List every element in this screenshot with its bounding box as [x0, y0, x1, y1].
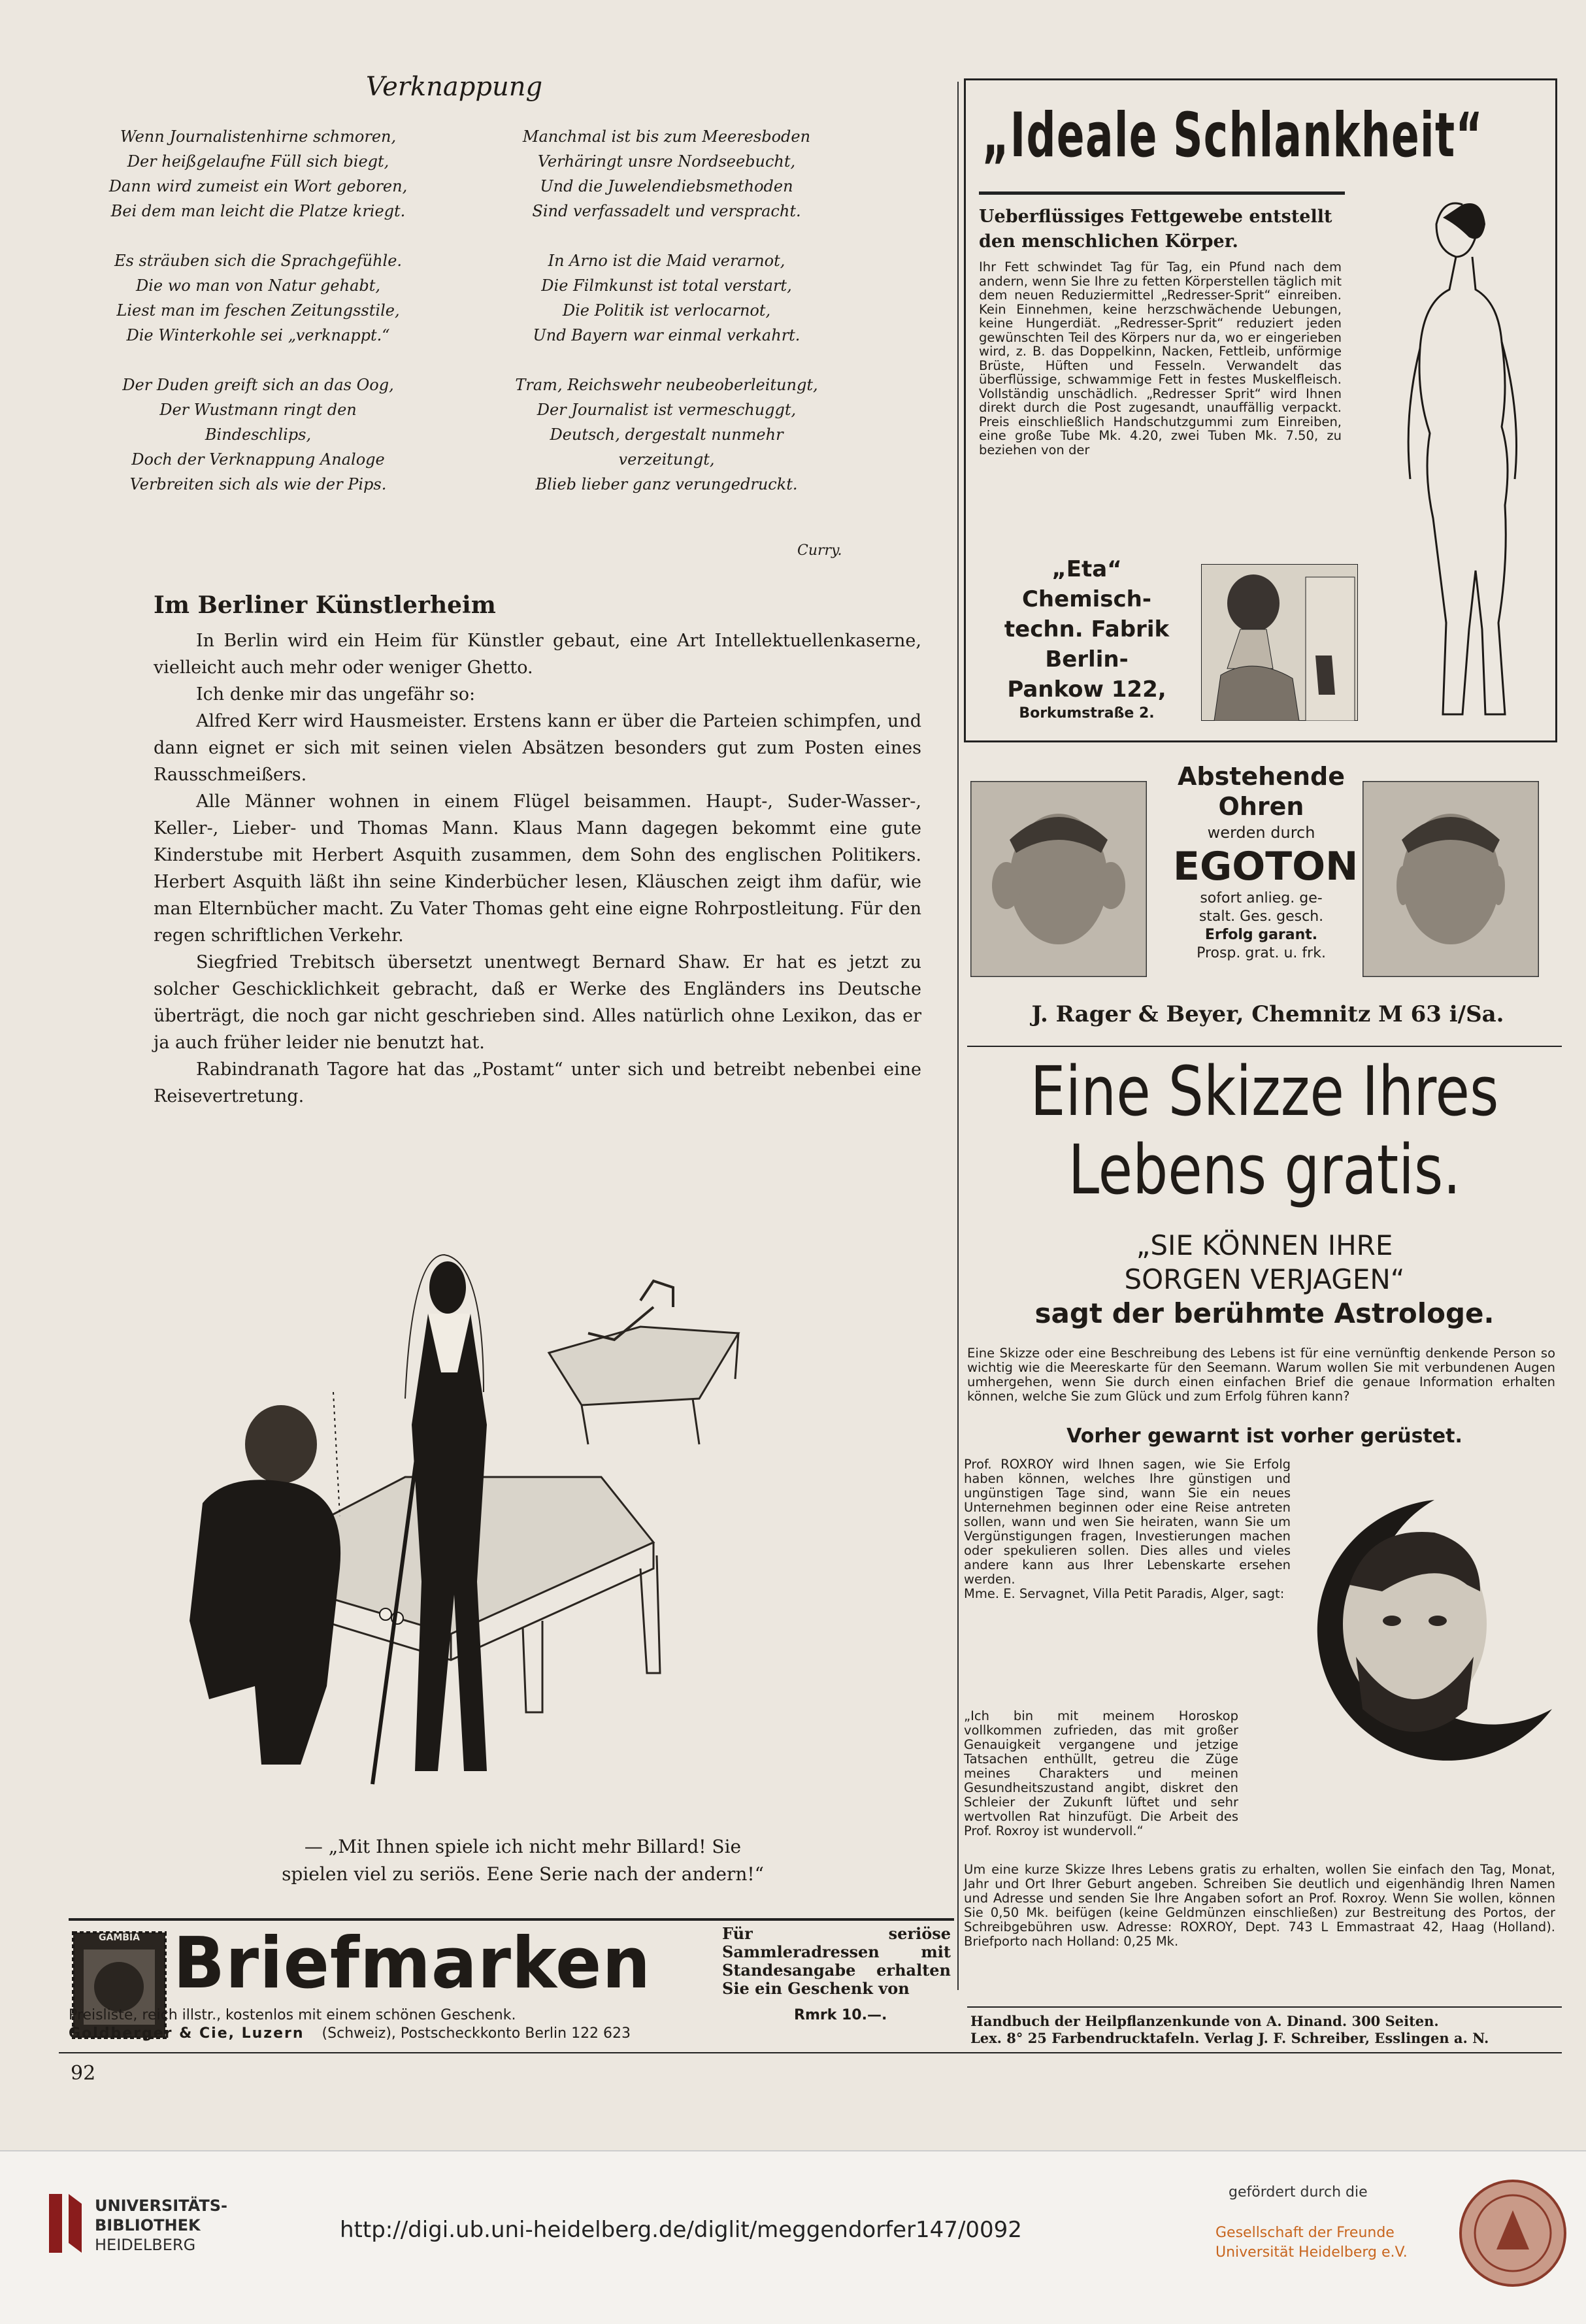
bm-postscheck: (Schweiz), Postscheckkonto Berlin 122 623 [322, 2025, 631, 2042]
article-heading: Im Berliner Künstlerheim [154, 591, 496, 619]
firm-line-2: Chemisch- [1021, 586, 1151, 612]
heilpflanzen-line-2: Lex. 8° 25 Farbendrucktafeln. Verlag J. F. Schreiber, Esslingen a. N. [970, 2030, 1489, 2046]
ad-astro-intro: Eine Skizze oder eine Beschreibung des Lebens ist für eine vernünftig denkende Person so wichtig wie die Meereskarte für den Seemann. Warum wollen Sie mit verbundenen Augen umhergehen, wenn Sie durch einen einfachen Brief die genaue Information erhalten können, welche Sie zum Glück und zum Erfolg führen kann? [967, 1346, 1555, 1404]
briefmarken-brand: Briefmarken [173, 1923, 652, 2004]
article-paragraph: Siegfried Trebitsch übersetzt unentwegt Bernard Shaw. Er hat es jetzt zu solcher Geschicklichkeit gebracht, daß er Werke des Engländers ins Deutsche überträgt, die noch gar nicht geschrieben sind. Alles natürlich ohne Lexikon, das er ja auch früher leider nie benutzt hat. [154, 952, 921, 1053]
poem-line: Und die Juwelendiebsmethoden [540, 177, 793, 195]
article-body [154, 627, 921, 1110]
bm-price: Rmrk 10.—. [794, 2007, 887, 2023]
poem-line: Verbreiten sich als wie der Pips. [129, 475, 387, 493]
column-divider [957, 82, 959, 1990]
egoton-line-6: stalt. Ges. gesch. [1198, 908, 1324, 925]
poem-line: Die Politik ist verlocarnot, [562, 301, 771, 320]
page-bottom-rule [59, 2052, 1562, 2053]
poem-line: Blieb lieber ganz verungedruckt. [535, 475, 798, 493]
ad-schlankheit-body: Ihr Fett schwindet Tag für Tag, ein Pfund nach dem andern, wenn Sie Ihre zu fetten Körperstellen täglich mit dem neuen Reduziermittel „Redresser-Sprit“ einreiben. Kein Einnehmen, keine herzschwächende Uebungen, keine Hungerdiät. „Redresser-Sprit“ reduziert jeden gewünschten Teil des Körpers nur da, wo er eingerieben wird, z. B. das Doppelkinn, Nacken, Fettleib, unförmige Brüste, Hüften und Fesseln. Verwandelt das überflüssige, schwammige Fett in festes Muskelfleisch. Vollständig unschädlich. „Redresser Sprit“ wird Ihnen direkt durch die Post zugesandt, unauffällig verpackt. Preis einschließlich Handschutzgummi zum Einreiben, eine große Tube Mk. 4.20, zwei Tuben Mk. 7.50, zu beziehen von der [979, 259, 1342, 457]
library-name[interactable] [95, 2196, 227, 2255]
poem-line: Die Filmkunst ist total verstart, [541, 276, 792, 295]
stamp-label: GAMBIA [99, 1933, 140, 1943]
poem-line: Der Journalist ist vermeschuggt, [537, 401, 797, 419]
bm-firm: Goldberger & Cie, Luzern [69, 2025, 305, 2042]
poem-line: Wenn Journalistenhirne schmoren, [120, 127, 397, 146]
poem-line: Bei dem man leicht die Platze kriegt. [110, 202, 406, 220]
ad-schlankheit-subtitle: Ueberflüssiges Fettgewebe entstellt den menschlichen Körper. [979, 207, 1332, 252]
firm-line-6: Borkumstraße 2. [1019, 705, 1155, 722]
poem-line: Sind verfassadelt und verspracht. [532, 202, 801, 220]
poem-line: Deutsch, dergestalt nunmehr [550, 425, 784, 444]
astro-title-2: Lebens gratis. [1068, 1130, 1461, 1210]
astro-body-2: Mme. E. Servagnet, Villa Petit Paradis, Alger, sagt: [964, 1586, 1285, 1601]
ad-astro-slogan [967, 1229, 1562, 1331]
article-paragraph: In Berlin wird ein Heim für Künstler gebaut, eine Art Intellektuellenkaserne, vielleicht auch mehr oder weniger Ghetto. [154, 631, 921, 678]
cartoon-caption [196, 1833, 850, 1888]
bm-top-rule [69, 1918, 954, 1921]
egoton-brand: EGOTON [1173, 844, 1359, 889]
egoton-line-2: Ohren [1218, 792, 1304, 821]
ad-astro-instructions: Um eine kurze Skizze Ihres Lebens gratis zu erhalten, wollen Sie einfach den Tag, Monat, Jahr und Ort Ihrer Geburt angeben. Schreiben Sie deutlich und eigenhändig Ihren Namen und Adresse und senden Sie Ihre Angaben sofort an Prof. Roxroy. Wenn Sie wollen, können Sie 0,50 Mk. beifügen (keine Geldmünzen einschließen) zur Bestreitung des Portos, der Schreibgebühren usw. Adresse: ROXROY, Dept. 743 L Emmastraat 42, Haag (Holland). Briefporto nach Holland: 0,25 Mk. [964, 1862, 1555, 1949]
egoton-line-8: Prosp. grat. u. frk. [1197, 945, 1326, 961]
poem-line: Der Wustmann ringt den [159, 401, 357, 419]
sponsor-line-2: Universität Heidelberg e.V. [1215, 2244, 1408, 2261]
article-paragraph: Alfred Kerr wird Hausmeister. Erstens kann er über die Parteien schimpfen, und dann eignet er sich mit seinen vielen Absätzen besonders gut zum Posten eines Rausschmeißers. [154, 711, 921, 785]
poem-line: Die wo man von Natur gehabt, [135, 276, 381, 295]
caption-line-2: spielen viel zu seriös. Eene Serie nach der andern!“ [282, 1863, 764, 1885]
poem-line: Tram, Reichswehr neubeoberleitungt, [515, 376, 818, 394]
poem-line: verzeitungt, [618, 450, 715, 469]
poem-line: Es sträuben sich die Sprachgefühle. [114, 252, 403, 270]
firm-line-5: Pankow 122, [1007, 676, 1166, 703]
ad-separator [967, 1046, 1562, 1047]
ad-schlankheit-firm [979, 554, 1195, 723]
poem-line: Bindeschlips, [205, 425, 312, 444]
poem-author: Curry. [797, 542, 842, 559]
briefmarken-pricelist [69, 2006, 954, 2025]
firm-line-4: Berlin- [1045, 646, 1129, 672]
egoton-line-5: sofort anlieg. ge- [1200, 890, 1323, 906]
ad-egoton [970, 761, 1562, 1027]
article-paragraph: Ich denke mir das ungefähr so: [196, 684, 476, 705]
library-line-1: UNIVERSITÄTS- [95, 2197, 228, 2215]
astrologer-portrait-crescent [1304, 1493, 1559, 1774]
ad-astro-quote: „Ich bin mit meinem Horoskop vollkommen zufrieden, das mit großer Genauigkeit vergangene und jetzige Tatsachen enthüllt, getreu die Züge meines Charakters und meinen Gesundheitszustand angibt, diskret den Schleier der Zukunft lüftet und sehr wertvollen Rat hinzufügt. Die Arbeit des Prof. Roxroy ist wundervoll.“ [964, 1708, 1238, 1838]
boy-before-photo [970, 781, 1147, 977]
firm-line-3: techn. Fabrik [1004, 616, 1170, 642]
woman-neck-illustration [1201, 564, 1358, 721]
egoton-line-1: Abstehende [1177, 762, 1346, 791]
poem-stanza [471, 124, 863, 224]
egoton-line-7: Erfolg garant. [1204, 927, 1318, 943]
heilpflanzen-line-1: Handbuch der Heilpflanzenkunde von A. Dinand. 300 Seiten. [970, 2013, 1439, 2029]
ad-schlankheit-rule [979, 191, 1345, 195]
poem-line: In Arno ist die Maid verarnot, [548, 252, 785, 270]
astro-body-1: Prof. ROXROY wird Ihnen sagen, wie Sie Erfolg haben können, welches Ihre günstigen und ungünstigen Tage sind, wann Sie ein neues Unternehmen beginnen oder eine Reise antreten sollen, wann und wen Sie heiraten, wann Sie um Vergünstigungen fragen, Investierungen machen oder spekulieren sollen. Dies alles und vieles andere kann aus Ihrer Lebenskarte ersehen werden. [964, 1457, 1291, 1587]
ad-astro-motto: Vorher gewarnt ist vorher gerüstet. [1066, 1425, 1462, 1448]
poem-stanza [62, 124, 454, 224]
poem-stanza [62, 248, 454, 348]
poem-line: Der heißgelaufne Füll sich biegt, [127, 152, 389, 171]
ub-heidelberg-logo-icon[interactable] [46, 2191, 85, 2256]
astro-title-1: Eine Skizze Ihres [1030, 1052, 1499, 1131]
briefmarken-address [69, 2025, 954, 2043]
page-number: 92 [71, 2062, 96, 2085]
poem-stanza [471, 248, 863, 348]
sponsor-prefix: gefördert durch die [1229, 2184, 1368, 2200]
ad-heilpflanzen [970, 2013, 1559, 2047]
firm-line-1: „Eta“ [1051, 556, 1122, 582]
document-url-link[interactable]: http://digi.ub.uni-heidelberg.de/diglit/meggendorfer147/0092 [340, 2217, 1022, 2243]
poem-left-column [62, 124, 454, 522]
poem-line: Der Duden greift sich an das Oog, [122, 376, 394, 394]
ad-schlankheit-title: „Ideale Schlankheit“ [982, 100, 1484, 171]
poem-stanza [471, 373, 863, 497]
ad-separator-2 [967, 2006, 1562, 2008]
astro-subhead: sagt der berühmte Astrologe. [1034, 1297, 1495, 1329]
poem-line: Die Winterkohle sei „verknappt.“ [126, 326, 390, 344]
digitization-footer [0, 2150, 1586, 2324]
sponsor-name[interactable] [1215, 2223, 1408, 2263]
astro-slogan-1: „SIE KÖNNEN IHRE [1136, 1229, 1393, 1261]
boy-after-photo [1363, 781, 1539, 977]
poem-line: Dann wird zumeist ein Wort geboren, [108, 177, 408, 195]
poem-line: Liest man im feschen Zeitungsstile, [116, 301, 400, 320]
poem-title: Verknappung [365, 72, 543, 102]
poem-line: Verhäringt unsre Nordseebucht, [537, 152, 796, 171]
ad-briefmarken [69, 1918, 954, 2046]
article-paragraph: Rabindranath Tagore hat das „Postamt“ unter sich und betreibt nebenbei eine Reisevertretung. [154, 1059, 921, 1106]
sponsor-line-1: Gesellschaft der Freunde [1215, 2225, 1395, 2241]
ad-egoton-firm: J. Rager & Beyer, Chemnitz M 63 i/Sa. [1031, 1001, 1504, 1027]
ad-ideale-schlankheit [964, 78, 1557, 742]
caption-line-1: — „Mit Ihnen spiele ich nicht mehr Billard! Sie [304, 1836, 742, 1857]
briefmarken-side-text: Für seriöse Sammleradressen mit Standesangabe erhalten Sie ein Geschenk von [722, 1924, 951, 1998]
woman-figure-illustration [1371, 178, 1547, 727]
poem-line: Doch der Verknappung Analoge [131, 450, 385, 469]
article-paragraph: Alle Männer wohnen in einem Flügel beisammen. Haupt-, Suder-Wasser-, Keller-, Lieber- und Thomas Mann. Klaus Mann dagegen bekommt eine gute Kinderstube mit Herbert Asquith zusammen, dem Sohn des englischen Politikers. Herbert Asquith läßt ihn seine Kinderbücher lesen, Kläuschen zeigt ihm dafür, wie man Elternbücher macht. Zu Vater Thomas geht eine eigne Rohrpostleitung. Für den regen schriftlichen Verkehr. [154, 791, 921, 946]
poem-line: Und Bayern war einmal verkahrt. [533, 326, 801, 344]
poem-line: Manchmal ist bis zum Meeresboden [522, 127, 811, 146]
billiard-cartoon-illustration [131, 1229, 895, 1817]
poem-stanza [62, 373, 454, 497]
library-line-2: BIBLIOTHEK [95, 2216, 201, 2234]
library-line-3: HEIDELBERG [95, 2236, 196, 2254]
poem-right-column [471, 124, 863, 522]
ad-astro-body [964, 1457, 1291, 1601]
university-seal-icon[interactable] [1457, 2178, 1568, 2289]
ad-astro-title [1021, 1052, 1508, 1209]
bm-line-1: Preisliste, reich illstr., kostenlos mit einem schönen Geschenk. [69, 2007, 516, 2023]
egoton-line-3: werden durch [1207, 823, 1315, 842]
astro-slogan-2: SORGEN VERJAGEN“ [1124, 1263, 1405, 1295]
ad-egoton-text [1173, 761, 1359, 963]
